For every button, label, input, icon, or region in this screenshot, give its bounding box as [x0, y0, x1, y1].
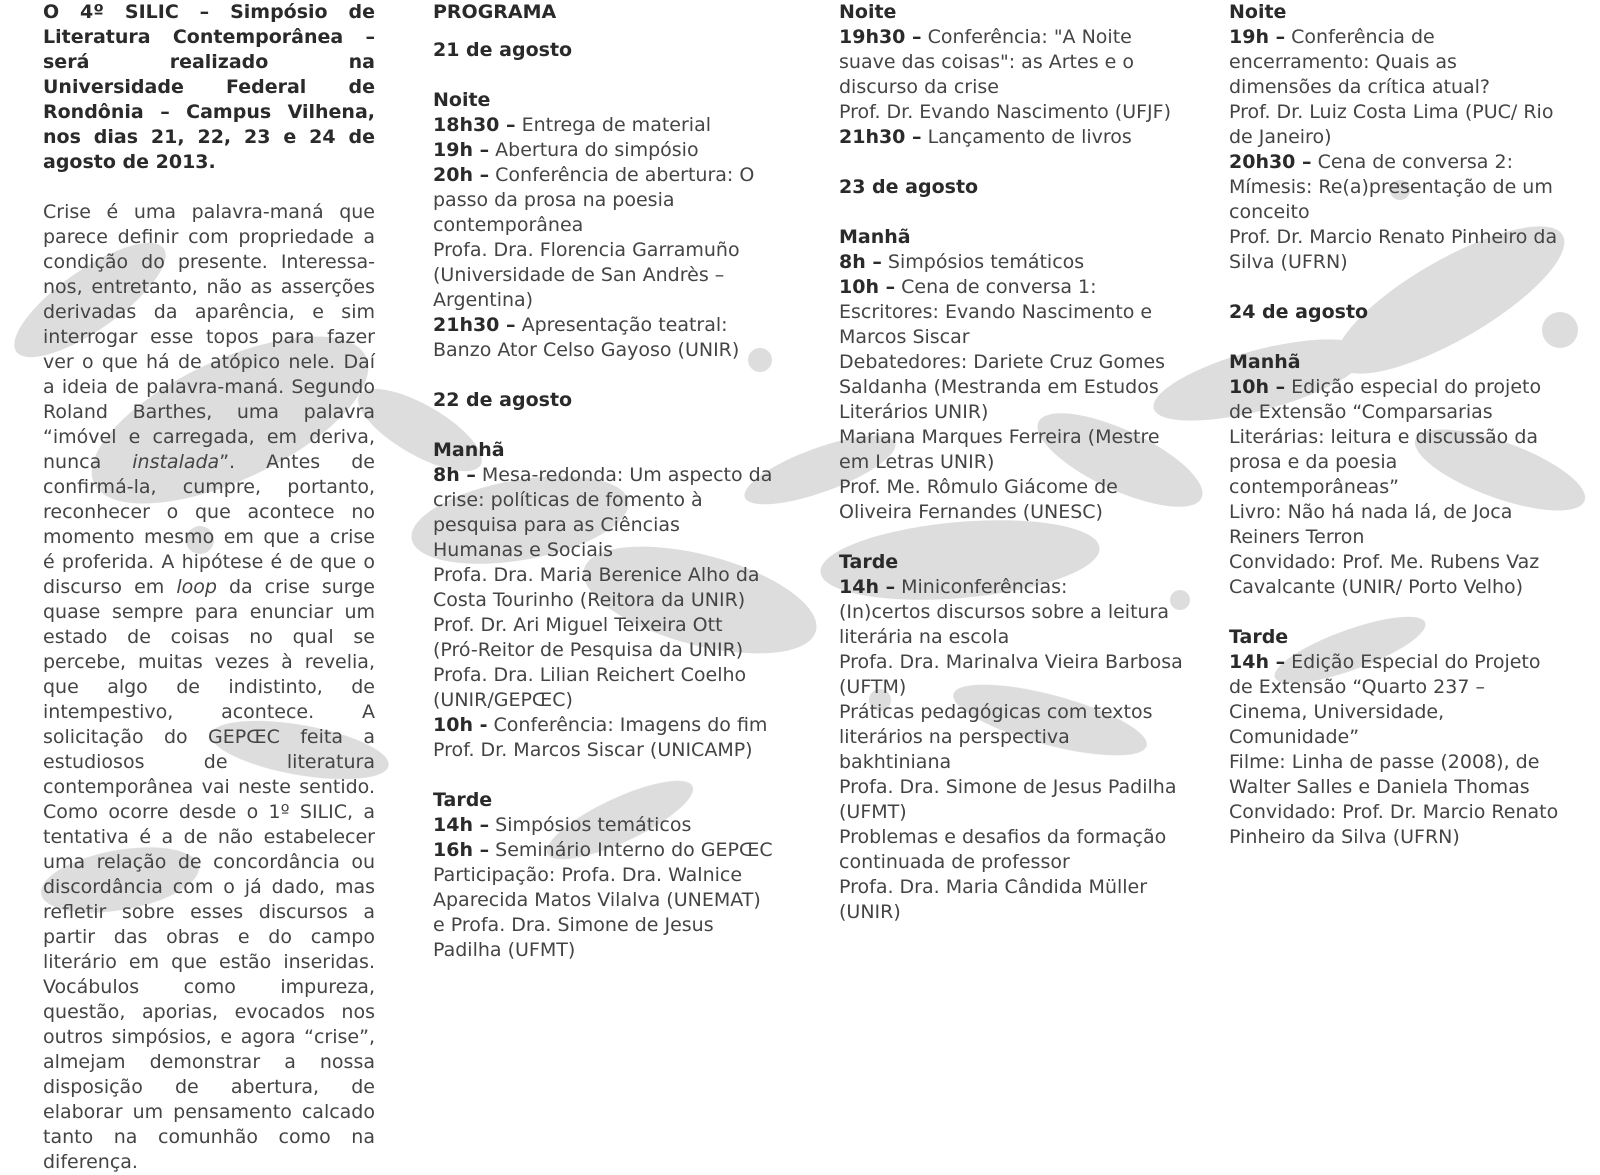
description-emphasis: loop: [176, 576, 217, 598]
item-text: Entrega de material: [515, 114, 711, 136]
item-text: Edição especial do projeto de Extensão “Comparsarias Literárias: leitura e discussão da prosa e da poesia contemporâneas”: [1229, 376, 1542, 498]
period-heading: Manhã: [1229, 351, 1301, 373]
speaker: Prof. Dr. Evando Nascimento (UFJF): [839, 101, 1171, 123]
program-column-1: [433, 0, 773, 963]
period-heading: Manhã: [433, 439, 505, 461]
schedule-item: [839, 25, 1184, 100]
participant: Prof. Me. Rômulo Giácome de Oliveira Fernandes (UNESC): [839, 476, 1118, 523]
schedule-item: [433, 463, 773, 563]
description-part: da crise surge quase sempre para enunciar um estado de coisas no qual se percebe, muitas vezes à revelia, que algo de indistinto, de intempestivo, acontece. A solicitação do GEPŒC feita a estudiosos de literatura contemporânea vai neste sentido. Como ocorre desde o 1º SILIC, a tentativa é a de não estabelecer uma relação de concordância ou discordância com o já dado, mas refletir sobre esses discursos a partir das obras e do campo literário em que estão inseridas. Vocábulos como impureza, questão, aporias, evocados nos outros simpósios, e agora “crise”, almejam demonstrar a nossa disposição de abertura, de elaborar um pensamento calcado tanto na comunhão como na diferença.: [43, 576, 376, 1173]
schedule-item: [433, 138, 773, 163]
time-label: 10h –: [839, 276, 896, 298]
speaker: Profa. Dra. Marinalva Vieira Barbosa (UFTM): [839, 651, 1183, 698]
time-label: 14h –: [839, 576, 896, 598]
speaker: Profa. Dra. Maria Cândida Müller (UNIR): [839, 876, 1148, 923]
talk-title: Práticas pedagógicas com textos literários na perspectiva bakhtiniana: [839, 701, 1153, 773]
guest: Convidado: Prof. Dr. Marcio Renato Pinheiro da Silva (UFRN): [1229, 801, 1559, 848]
program-title: PROGRAMA: [433, 1, 557, 23]
item-text: Miniconferências:: [895, 576, 1068, 598]
item-text: Conferência: "A Noite suave das coisas": as Artes e o discurso da crise: [839, 26, 1134, 98]
guest: Convidado: Prof. Me. Rubens Vaz Cavalcante (UNIR/ Porto Velho): [1229, 551, 1540, 598]
description-part: ”. Antes de confirmá-la, cumpre, portanto, reconhecer o que acontece no momento mesmo em que a crise é proferida. A hipótese é de que o discurso em: [43, 451, 375, 598]
item-text: Conferência: Imagens do fim: [487, 714, 768, 736]
item-text: Abertura do simpósio: [489, 139, 699, 161]
time-label: 8h –: [839, 251, 882, 273]
item-text: Conferência de abertura: O passo da prosa na poesia contemporânea: [433, 164, 755, 236]
schedule-item: [1229, 150, 1559, 225]
schedule-item: [839, 575, 1184, 600]
item-text: Apresentação teatral: Banzo Ator Celso Gayoso (UNIR): [433, 314, 740, 361]
schedule-item: [1229, 25, 1559, 100]
time-label: 18h30 –: [433, 114, 516, 136]
period-heading: Tarde: [839, 551, 899, 573]
event-announcement: O 4º SILIC – Simpósio de Literatura Contemporânea – será realizado na Universidade Federal de Rondônia – Campus Vilhena, nos dias 21, 22, 23 e 24 de agosto de 2013.: [43, 1, 375, 173]
participant: Profa. Dra. Maria Berenice Alho da Costa Tourinho (Reitora da UNIR): [433, 564, 760, 611]
day-heading: 23 de agosto: [839, 176, 979, 198]
item-text: Cena de conversa 1:: [895, 276, 1097, 298]
period-heading: Noite: [433, 89, 491, 111]
time-label: 21h30 –: [839, 126, 922, 148]
talk-title: Problemas e desafios da formação continuada de professor: [839, 826, 1167, 873]
item-detail: Livro: Não há nada lá, de Joca Reiners Terron: [1229, 501, 1513, 548]
schedule-item: [433, 163, 773, 238]
period-heading: Manhã: [839, 226, 911, 248]
day-heading: 22 de agosto: [433, 389, 573, 411]
speaker: Prof. Dr. Marcos Siscar (UNICAMP): [433, 739, 753, 761]
schedule-item: [1229, 375, 1559, 500]
description-emphasis: instalada: [132, 451, 220, 473]
item-text: Cena de conversa 2: Mímesis: Re(a)presentação de um conceito: [1229, 151, 1553, 223]
time-label: 10h -: [433, 714, 488, 736]
program-column-2: [839, 0, 1184, 925]
schedule-item: [839, 250, 1184, 275]
item-text: Simpósios temáticos: [881, 251, 1085, 273]
time-label: 19h –: [433, 139, 490, 161]
period-heading: Tarde: [1229, 626, 1289, 648]
day-heading: 21 de agosto: [433, 39, 573, 61]
time-label: 20h –: [433, 164, 490, 186]
speaker: Profa. Dra. Simone de Jesus Padilha (UFMT): [839, 776, 1177, 823]
day-heading: 24 de agosto: [1229, 301, 1369, 323]
period-heading: Noite: [839, 1, 897, 23]
time-label: 19h30 –: [839, 26, 922, 48]
schedule-item: [433, 113, 773, 138]
period-heading: Tarde: [433, 789, 493, 811]
program-column-3: [1229, 0, 1559, 850]
schedule-item: [433, 713, 773, 738]
participant: Debatedores: Dariete Cruz Gomes Saldanha (Mestranda em Estudos Literários UNIR): [839, 351, 1166, 423]
time-label: 21h30 –: [433, 314, 516, 336]
time-label: 14h –: [433, 814, 490, 836]
talk-title: (In)certos discursos sobre a leitura literária na escola: [839, 601, 1170, 648]
participant: Profa. Dra. Lilian Reichert Coelho (UNIR/GEPŒC): [433, 664, 747, 711]
description-part: Crise é uma palavra-maná que parece definir com propriedade a condição do presente. Interessa-nos, entretanto, não as asserções derivadas da aparência, e sim interrogar esse topos para fazer ver o que há de atópico nele. Daí a ideia de palavra-maná. Segundo Roland Barthes, uma palavra “imóvel e carregada, em deriva, nunca: [43, 201, 375, 473]
participant: Mariana Marques Ferreira (Mestre em Letras UNIR): [839, 426, 1160, 473]
participant: Prof. Dr. Ari Miguel Teixeira Ott (Pró-Reitor de Pesquisa da UNIR): [433, 614, 744, 661]
schedule-item: [433, 813, 773, 838]
item-text: Mesa-redonda: Um aspecto da crise: políticas de fomento à pesquisa para as Ciências Humanas e Sociais: [433, 464, 773, 561]
time-label: 16h –: [433, 839, 490, 861]
time-label: 8h –: [433, 464, 476, 486]
item-text: Seminário Interno do GEPŒC: [489, 839, 773, 861]
time-label: 10h –: [1229, 376, 1286, 398]
time-label: 14h –: [1229, 651, 1286, 673]
item-text: Edição Especial do Projeto de Extensão “Quarto 237 – Cinema, Universidade, Comunidade”: [1229, 651, 1541, 748]
schedule-item: [1229, 650, 1559, 750]
item-text: Simpósios temáticos: [489, 814, 692, 836]
schedule-item: [433, 313, 773, 363]
speaker: Profa. Dra. Florencia Garramuño (Universidade de San Andrès – Argentina): [433, 239, 740, 311]
intro-column: [43, 0, 375, 1175]
item-text: Lançamento de livros: [921, 126, 1132, 148]
schedule-item: [839, 275, 1184, 300]
participants: Participação: Profa. Dra. Walnice Aparecida Matos Vilalva (UNEMAT) e Profa. Dra. Simone de Jesus Padilha (UFMT): [433, 864, 761, 961]
participant: Escritores: Evando Nascimento e Marcos Siscar: [839, 301, 1153, 348]
schedule-item: [433, 838, 773, 863]
period-heading: Noite: [1229, 1, 1287, 23]
time-label: 20h30 –: [1229, 151, 1312, 173]
item-text: Conferência de encerramento: Quais as dimensões da crítica atual?: [1229, 26, 1491, 98]
item-detail: Filme: Linha de passe (2008), de Walter Salles e Daniela Thomas: [1229, 751, 1540, 798]
speaker: Prof. Dr. Luiz Costa Lima (PUC/ Rio de Janeiro): [1229, 101, 1554, 148]
speaker: Prof. Dr. Marcio Renato Pinheiro da Silva (UFRN): [1229, 226, 1558, 273]
schedule-item: [839, 125, 1184, 150]
time-label: 19h –: [1229, 26, 1286, 48]
